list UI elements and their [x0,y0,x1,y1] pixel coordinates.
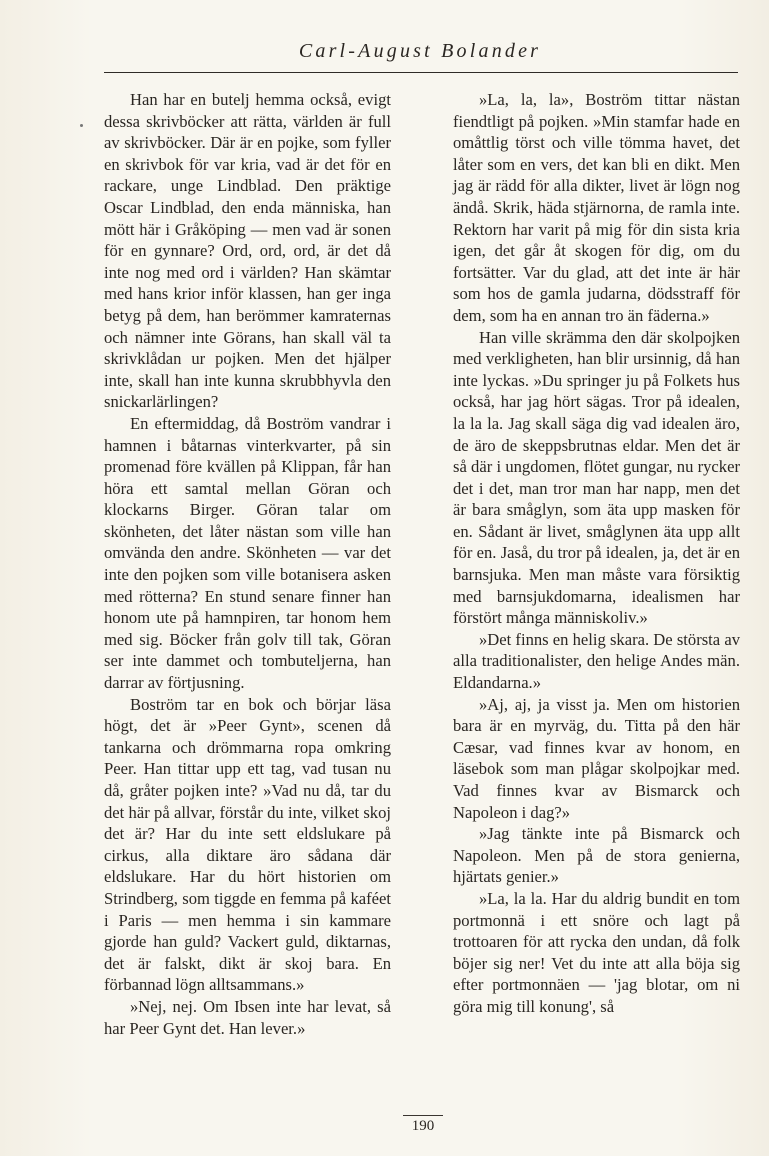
running-header-title: Carl-August Bolander [298,40,542,62]
paragraph: Boström tar en bok och börjar läsa högt, det är »Peer Gynt», scenen då tankarna och drömmarna ropa omkring Peer. Han tittar upp ett tag, vad tusan nu då, gråter pojken inte? »Vad nu då, tar du det här på allvar, förstår du inte, vilket skoj det är? Har du inte sett eldslukare på cirkus, alla diktare äro sådana där eldslukare. Har du hört historien om Strindberg, som tiggde en femma på kaféet i Paris — men hemma i sin kammare gjorde han guld? Vackert guld, diktarnas, det är falskt, dikt är skoj bara. En förbannad lögn alltsammans.» [104,694,391,995]
right-column [453,89,740,1018]
paragraph: En eftermiddag, då Boström vandrar i hamnen i båtarnas vinterkvarter, på sin promenad före kvällen på Klippan, får han höra ett samtal mellan Göran och klockarns Birger. Göran talar om skönheten, det låter nästan som ville han omvända den andre. Skönheten — var det inte den pojken som ville botanisera asken med rötterna? En stund senare finner han honom ute på hamnpiren, tar honom hem med sig. Böcker från golv till tak, Göran ser inte dammet och tombuteljerna, han darrar av förtjusning. [104,413,391,693]
paragraph: Han ville skrämma den där skolpojken med verkligheten, han blir ursinnig, då han inte lyckas. »Du springer ju på Folkets hus också, har jag hört sägas. Tror på idealen, la la la. Jag skall säga dig vad idealen äro, de äro de skeppsbrutnas eldar. Men det är så där i ungdomen, flötet gungar, nu rycker det i det, man tror man har napp, men det är bara småglyn, som äta upp masken för en. Sådant är livet, småglynen äta upp allt för en. Jaså, du tror på idealen, ja, det är en barnsjuka. Men man måste vara försiktig med barnsjukdomarna, idealismen har förstört många människoliv.» [453,327,740,628]
left-column [104,89,391,1039]
paragraph: »La, la, la», Boström tittar nästan fiendtligt på pojken. »Min stamfar hade en omåttlig törst och ville tömma havet, det låter som en vers, det kan bli en dikt. Men jag är rädd för alla dikter, livet är lögn nog ändå. Skrik, häda stjärnorna, de ramla inte. Rektorn har varit på mig för din sista kria igen, det går åt skogen för dig, om du fortsätter. Var du glad, att det inte är här som hos de gamla judarna, dödsstraff för dem, som ha en annan tro än fäderna.» [453,90,740,325]
paragraph: »La, la la. Har du aldrig bundit en tom portmonnä i ett snöre och lagt på trottoaren för att rycka den undan, då folk böjer sig ner! Vet du inte att alla böja sig efter portmonnäen — 'jag blotar, om ni göra mig till konung', så [453,888,740,1016]
page-number-rule [403,1115,443,1116]
paragraph: »Jag tänkte inte på Bismarck och Napoleon. Men på de stora genierna, hjärtats genier.» [453,824,740,887]
page-number: 190 [411,1118,435,1134]
paragraph: »Det finns en helig skara. De största av alla traditionalister, den helige Andes män. Eldandarna.» [453,629,740,693]
paragraph: »Aj, aj, ja visst ja. Men om historien bara är en myrväg, du. Titta på den här Cæsar, vad finnes kvar av honom, en läsebok som man plågar skolpojkar med. Vad finnes kvar av Bismarck och Napoleon i dag?» [453,694,740,822]
paragraph: Han har en butelj hemma också, evigt dessa skrivböcker att rätta, världen är full av skrivböcker. Där är en pojke, som fyller en skrivbok för var kria, vad är det för en rackare, unge Lindblad. Den präktige Oscar Lindblad, den enda människa, han mött här i Gråköping — men vad är sonen för en gynnare? Ord, ord, ord, är det då inte nog med ord i världen? Han skämtar med hans krior inför klassen, han ger inga betyg på dem, han berömmer kamraternas och nämner inte Görans, han skall väl ta skrivklådan ur pojken. Men det hjälper inte, skall han inte kunna skrubbhyvla den snickarlärlingen? [104,90,391,412]
header-rule [104,72,738,73]
margin-mark [80,124,83,127]
paragraph: »Nej, nej. Om Ibsen inte har levat, så har Peer Gynt det. Han lever.» [104,996,391,1038]
